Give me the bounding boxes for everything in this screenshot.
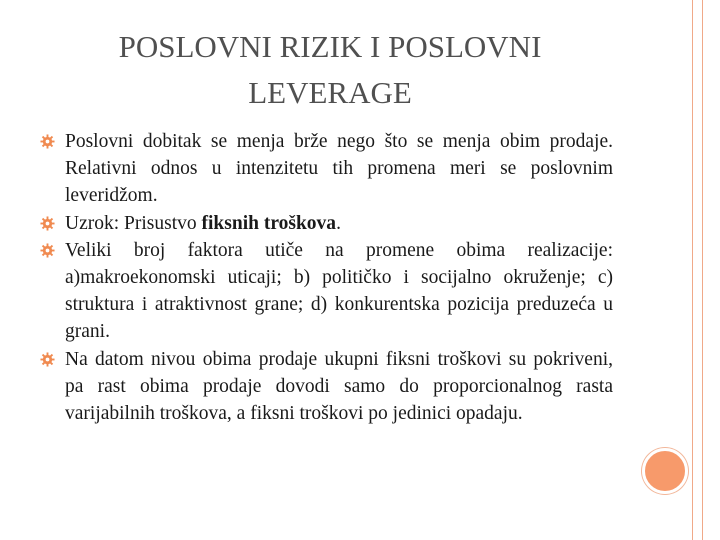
- gear-bullet-icon: [40, 352, 55, 367]
- gear-bullet-icon: [40, 216, 55, 231]
- bullet-list: [40, 128, 613, 427]
- decorative-circle: [642, 448, 688, 494]
- title-line-1: POSLOVNI RIZIK I POSLOVNI: [118, 29, 542, 64]
- decorative-line-left: [692, 0, 693, 540]
- slide-title: [40, 24, 620, 116]
- bullet-item: [40, 346, 613, 428]
- bullet-text: Na datom nivou obima prodaje ukupni fiksni troškovi su pokriveni, pa rast obima prodaje dovodi samo do proporcionalnog rasta varijabilnih troškova, a fiksni troškovi po jedinici opadaju.: [65, 348, 613, 425]
- bullet-text: Poslovni dobitak se menja brže nego što se menja obim prodaje. Relativni odnos u intenzitetu tih promena meri se poslovnim leveridžom.: [65, 131, 613, 207]
- bullet-item: [40, 128, 613, 210]
- bullet-item: [40, 237, 613, 346]
- gear-bullet-icon: [40, 243, 55, 258]
- title-line-2: LEVERAGE: [248, 75, 412, 110]
- bullet-text-prefix: Uzrok: Prisustvo: [65, 212, 202, 234]
- bullet-text-bold: fiksnih troškova: [201, 212, 337, 234]
- gear-bullet-icon: [40, 134, 55, 149]
- bullet-item: [40, 210, 613, 237]
- bullet-text-suffix: .: [336, 212, 341, 234]
- bullet-text: Veliki broj faktora utiče na promene obima realizacije: a)makroekonomski uticaji; b) političko i socijalno okruženje; c) struktura i atraktivnost grane; d) konkurentska pozicija preduzeća u grani.: [65, 239, 613, 343]
- decorative-line-right: [702, 0, 703, 540]
